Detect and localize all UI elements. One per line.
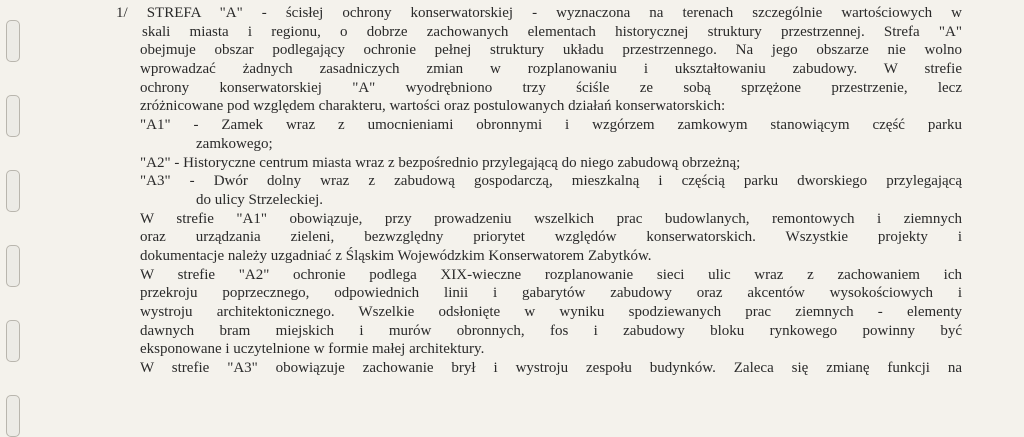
text-line: eksponowane i uczytelnione w formie małej architektury. bbox=[140, 341, 485, 358]
text-line: dawnych bram miejskich i murów obronnych, fos i zabudowy bloku rynkowego powinny być bbox=[140, 322, 962, 339]
text-line: zróżnicowane pod względem charakteru, wartości oraz postulowanych działań konserwatorskich: bbox=[140, 98, 726, 115]
text-line: wystroju architektonicznego. Wszelkie odsłonięte w wyniku spodziewanych prac ziemnych - elementy bbox=[140, 304, 962, 320]
text-line: 1/ STREFA "A" - ścisłej ochrony konserwatorskiej - wyznaczona na terenach szczególnie wartościowych w bbox=[116, 5, 962, 21]
document-page bbox=[116, 4, 962, 378]
text-line: ochrony konserwatorskiej "A" wyodrębniono trzy ściśle ze sobą sprzężone przestrzenie, lecz bbox=[140, 79, 962, 96]
binder-hole bbox=[6, 170, 20, 212]
binder-hole bbox=[6, 20, 20, 62]
text-line: "A3" - Dwór dolny wraz z zabudową gospodarczą, mieszkalną i częścią parku dworskiego przylegającą bbox=[140, 173, 962, 190]
text-line: obejmuje obszar podlegający ochronie pełnej struktury układu przestrzennego. Na jego obszarze nie wolno bbox=[140, 42, 962, 59]
text-line: oraz urządzania zieleni, bezwzględny priorytet względów konserwatorskich. Wszystkie projekty i bbox=[140, 229, 962, 246]
text-line: do ulicy Strzeleckiej. bbox=[196, 191, 324, 208]
binder-margin bbox=[0, 0, 40, 431]
text-line: zamkowego; bbox=[196, 135, 273, 152]
text-line: W strefie "A3" obowiązuje zachowanie brył i wystroju zespołu budynków. Zaleca się zmianę funkcji na bbox=[140, 360, 962, 377]
text-line: "A1" - Zamek wraz z umocnieniami obronnymi i wzgórzem zamkowym stanowiącym część parku bbox=[140, 117, 962, 134]
binder-hole bbox=[6, 245, 20, 287]
text-line: W strefie "A1" obowiązuje, przy prowadzeniu wszelkich prac budowlanych, remontowych i ziemnych bbox=[140, 210, 962, 227]
text-line: skali miasta i regionu, o dobrze zachowanych elementach historycznej struktury przestrzennej. Strefa "A" bbox=[142, 23, 962, 40]
binder-hole bbox=[6, 320, 20, 362]
text-line: W strefie "A2" ochronie podlega XIX-wieczne rozplanowanie sieci ulic wraz z zachowaniem ich bbox=[140, 266, 962, 283]
text-line: przekroju poprzecznego, odpowiednich linii i gabarytów zabudowy oraz akcentów wysokościowych i bbox=[140, 285, 962, 302]
text-line: "A2" - Historyczne centrum miasta wraz z bezpośrednio przylegającą do niego zabudową obrzeżną; bbox=[140, 154, 741, 171]
text-line: wprowadzać żadnych zasadniczych zmian w rozplanowaniu i ukształtowaniu zabudowy. W strefie bbox=[140, 61, 962, 78]
binder-hole bbox=[6, 95, 20, 137]
text-line: dokumentacje należy uzgadniać z Śląskim Wojewódzkim Konserwatorem Zabytków. bbox=[140, 247, 652, 264]
